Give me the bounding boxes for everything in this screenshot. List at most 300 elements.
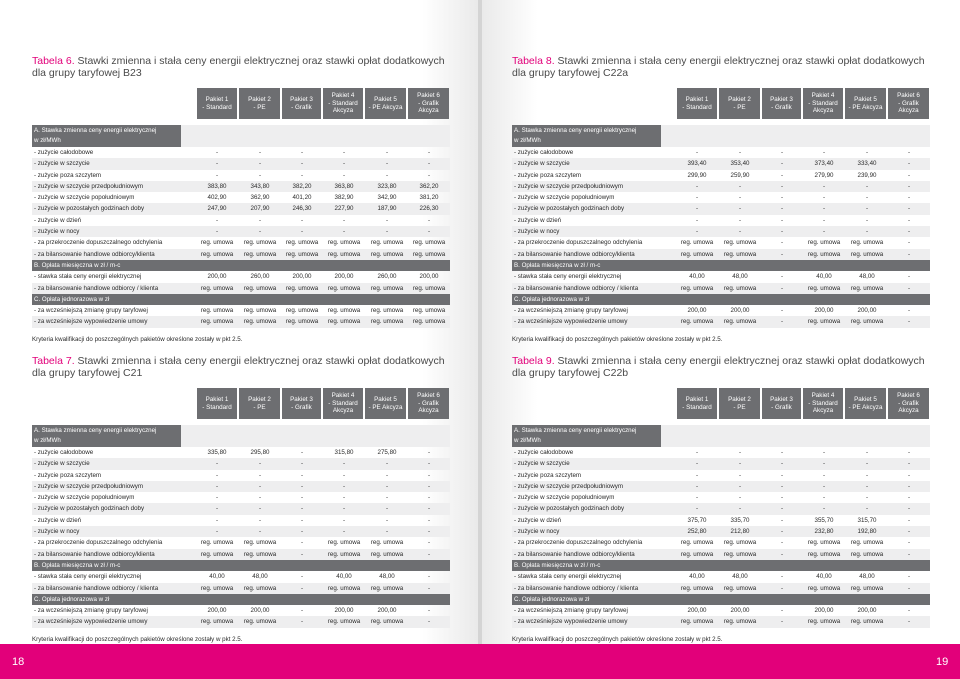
table-cell: - xyxy=(780,194,784,202)
table-cell: 200,00 xyxy=(334,273,354,281)
row-label: - za bilansowanie handlowe odbiorcy/klienta xyxy=(34,550,155,558)
table-cell: - xyxy=(342,460,346,468)
table-cell: reg. umowa xyxy=(285,307,319,315)
table-cell: 40,00 xyxy=(816,573,832,581)
table-cell: - xyxy=(907,239,911,247)
table-cell: reg. umowa xyxy=(243,318,277,326)
table-cell: - xyxy=(780,171,784,179)
table-cell: - xyxy=(258,494,262,502)
table-cell: - xyxy=(780,516,784,524)
row-label: - zużycie w nocy xyxy=(34,228,80,236)
table-cell: - xyxy=(258,471,262,479)
table-cell: reg. umowa xyxy=(370,239,404,247)
section-header: C. Opłata jednorazowa w zł xyxy=(32,594,450,605)
table-row xyxy=(512,616,930,627)
table-cell: - xyxy=(342,228,346,236)
row-label: - zużycie całodobowe xyxy=(34,449,94,456)
row-label: - za bilansowanie handlowe odbiorcy / klienta xyxy=(514,284,639,292)
table-cell: - xyxy=(385,228,389,236)
table-cell: - xyxy=(695,205,699,213)
table-cell: reg. umowa xyxy=(200,250,234,258)
table-cell: 40,00 xyxy=(689,273,705,281)
section-header-strip xyxy=(512,125,930,147)
table-cell: - xyxy=(865,505,869,513)
table-cell: 48,00 xyxy=(859,273,875,281)
table-cell: - xyxy=(300,539,304,547)
row-label: - za bilansowanie handlowe odbiorcy / klienta xyxy=(514,584,639,592)
row-label: - za wcześniejszą zmianę grupy taryfowej xyxy=(514,607,628,615)
table-cell: 246,30 xyxy=(292,205,312,213)
table-row xyxy=(32,492,450,503)
table-title xyxy=(512,55,930,85)
table-cell: reg. umowa xyxy=(200,539,234,547)
table-cell: reg. umowa xyxy=(850,539,884,547)
table-cell: - xyxy=(907,205,911,213)
table-number: Tabela 7. xyxy=(32,355,75,367)
table-cell: - xyxy=(215,460,219,468)
row-label: - za bilansowanie handlowe odbiorcy/klienta xyxy=(34,250,155,258)
table-cell: - xyxy=(822,228,826,236)
table-cell: reg. umowa xyxy=(243,250,277,258)
table-cell: - xyxy=(300,528,304,536)
column-header: Pakiet 4 - Standard Akcyza xyxy=(803,88,843,119)
page-spine xyxy=(478,0,482,679)
table-cell: reg. umowa xyxy=(807,539,841,547)
table-cell: reg. umowa xyxy=(807,550,841,558)
table-cell: - xyxy=(342,216,346,224)
table-cell: - xyxy=(427,550,431,558)
table-footnote: Kryteria kwalifikacji do poszczególnych pakietów określone zostały w pkt 2.5. xyxy=(32,635,243,643)
table-cell: - xyxy=(780,471,784,479)
table-cell: 200,00 xyxy=(377,607,397,615)
table-cell: 299,90 xyxy=(687,171,707,179)
table-row xyxy=(32,237,450,248)
table-cell: reg. umowa xyxy=(200,307,234,315)
table-header-row xyxy=(32,88,450,119)
table-cell: - xyxy=(907,584,911,592)
footer-bar xyxy=(0,644,960,679)
table-cell: - xyxy=(695,482,699,490)
table-cell: 207,90 xyxy=(250,205,270,213)
table-cell: - xyxy=(342,471,346,479)
column-header: Pakiet 6 - Grafik Akcyza xyxy=(408,388,449,419)
table-row xyxy=(32,503,450,514)
table-9-block xyxy=(512,355,930,643)
column-header: Pakiet 3 - Grafik xyxy=(762,388,801,419)
table-cell: 382,20 xyxy=(292,182,312,190)
table-cell: - xyxy=(907,273,911,281)
table-cell: 335,70 xyxy=(730,516,750,524)
table-cell: reg. umowa xyxy=(723,239,757,247)
table-row xyxy=(32,616,450,627)
table-row xyxy=(32,249,450,260)
row-label: - stawka stała ceny energii elektrycznej xyxy=(514,573,622,581)
table-cell: reg. umowa xyxy=(807,284,841,292)
table-cell: - xyxy=(300,471,304,479)
table-cell: reg. umowa xyxy=(243,584,277,592)
table-cell: 200,00 xyxy=(857,607,877,615)
table-cell: reg. umowa xyxy=(723,618,757,626)
table-cell: - xyxy=(822,149,826,156)
table-cell: - xyxy=(427,618,431,626)
table-cell: - xyxy=(738,482,742,490)
table-cell: - xyxy=(427,494,431,502)
table-cell: reg. umowa xyxy=(370,550,404,558)
table-cell: - xyxy=(907,250,911,258)
table-cell: reg. umowa xyxy=(680,239,714,247)
table-cell: - xyxy=(907,516,911,524)
table-cell: - xyxy=(342,528,346,536)
table-row xyxy=(32,192,450,203)
row-label: - zużycie w szczycie przedpołudniowym xyxy=(34,182,144,190)
row-label: - zużycie w szczycie xyxy=(34,460,90,468)
table-row xyxy=(512,605,930,616)
page-number-left: 18 xyxy=(12,656,25,668)
table-cell: reg. umowa xyxy=(285,250,319,258)
table-cell: - xyxy=(780,318,784,326)
table-cell: - xyxy=(738,182,742,190)
table-cell: - xyxy=(780,216,784,224)
table-cell: - xyxy=(780,494,784,502)
table-cell: - xyxy=(822,482,826,490)
table-cell: - xyxy=(300,228,304,236)
table-cell: reg. umowa xyxy=(807,584,841,592)
table-cell: - xyxy=(780,449,784,456)
table-row xyxy=(32,537,450,548)
table-row xyxy=(512,271,930,282)
table-cell: - xyxy=(822,205,826,213)
table-cell: 373,40 xyxy=(814,160,834,168)
section-header-fill xyxy=(181,425,450,447)
table-8-block xyxy=(512,55,930,343)
table-row xyxy=(512,447,930,458)
table-cell: - xyxy=(427,539,431,547)
table-cell: reg. umowa xyxy=(200,318,234,326)
table-cell: - xyxy=(780,160,784,168)
row-label: - za wcześniejszą zmianę grupy taryfowej xyxy=(514,307,628,315)
row-label: - stawka stała ceny energii elektrycznej xyxy=(514,273,622,281)
page-number-right: 19 xyxy=(936,656,949,668)
table-cell: - xyxy=(215,505,219,513)
table-cell: reg. umowa xyxy=(370,307,404,315)
table-cell: 48,00 xyxy=(379,573,395,581)
table-row xyxy=(512,515,930,526)
table-cell: - xyxy=(738,460,742,468)
table-row xyxy=(512,226,930,237)
table-cell: 227,90 xyxy=(334,205,354,213)
table-cell: - xyxy=(780,607,784,615)
table-cell: - xyxy=(300,550,304,558)
table-row xyxy=(32,481,450,492)
table-cell: 40,00 xyxy=(689,573,705,581)
table-cell: reg. umowa xyxy=(723,284,757,292)
table-cell: - xyxy=(907,528,911,536)
table-cell: - xyxy=(427,228,431,236)
section-header-strip xyxy=(32,425,450,447)
table-cell: reg. umowa xyxy=(850,618,884,626)
section-header-fill xyxy=(181,125,450,147)
row-label: - zużycie poza szczytem xyxy=(34,471,102,479)
table-cell: reg. umowa xyxy=(680,584,714,592)
column-header: Pakiet 2 - PE xyxy=(239,88,280,119)
table-cell: - xyxy=(822,460,826,468)
table-cell: reg. umowa xyxy=(243,539,277,547)
table-cell: - xyxy=(907,460,911,468)
table-title-line2: dla grupy taryfowej C21 xyxy=(32,367,143,379)
table-cell: 259,90 xyxy=(730,171,750,179)
row-label: - za bilansowanie handlowe odbiorcy / klienta xyxy=(34,584,159,592)
table-row xyxy=(32,458,450,469)
table-cell: - xyxy=(695,494,699,502)
row-label: - zużycie w pozostałych godzinach doby xyxy=(514,505,625,513)
column-header: Pakiet 6 - Grafik Akcyza xyxy=(888,88,929,119)
table-cell: 252,80 xyxy=(687,528,707,536)
table-cell: - xyxy=(695,149,699,156)
table-cell: reg. umowa xyxy=(723,318,757,326)
row-label: - zużycie w pozostałych godzinach doby xyxy=(514,205,625,213)
table-cell: - xyxy=(342,149,346,156)
table-row xyxy=(32,283,450,294)
table-cell: - xyxy=(780,307,784,315)
table-cell: 353,40 xyxy=(730,160,750,168)
table-cell: - xyxy=(427,449,431,456)
table-row xyxy=(512,158,930,169)
column-header: Pakiet 1 - Standard xyxy=(677,88,717,119)
table-row xyxy=(32,147,450,158)
table-row xyxy=(512,237,930,248)
table-title-line2: dla grupy taryfowej B23 xyxy=(32,67,142,79)
table-cell: - xyxy=(865,494,869,502)
table-cell: reg. umowa xyxy=(200,618,234,626)
row-label: - za wcześniejsze wypowiedzenie umowy xyxy=(514,318,628,326)
table-cell: - xyxy=(780,505,784,513)
table-title xyxy=(32,55,450,85)
row-label: - za przekroczenie dopuszczalnego odchylenia xyxy=(514,239,643,247)
column-header: Pakiet 1 - Standard xyxy=(197,388,237,419)
table-title-line1: Stawki zmienna i stała ceny energii elektrycznej oraz stawki opłat dodatkowych xyxy=(77,55,445,67)
table-cell: - xyxy=(300,584,304,592)
table-cell: reg. umowa xyxy=(412,318,446,326)
table-cell: - xyxy=(907,182,911,190)
table-cell: - xyxy=(427,171,431,179)
section-header: C. Opłata jednorazowa w zł xyxy=(512,294,930,305)
table-row xyxy=(32,583,450,594)
table-cell: - xyxy=(427,528,431,536)
table-row xyxy=(32,316,450,327)
table-cell: - xyxy=(822,194,826,202)
table-cell: 200,00 xyxy=(334,607,354,615)
table-cell: 381,20 xyxy=(419,194,439,202)
table-cell: 200,00 xyxy=(814,607,834,615)
column-header: Pakiet 6 - Grafik Akcyza xyxy=(888,388,929,419)
table-cell: reg. umowa xyxy=(243,284,277,292)
table-cell: 323,80 xyxy=(377,182,397,190)
table-cell: reg. umowa xyxy=(200,550,234,558)
section-header: B. Opłata miesięczna w zł / m-c xyxy=(512,260,930,271)
table-cell: 200,00 xyxy=(814,307,834,315)
table-row xyxy=(32,526,450,537)
column-header: Pakiet 2 - PE xyxy=(719,388,760,419)
table-row xyxy=(32,447,450,458)
table-cell: - xyxy=(865,449,869,456)
table-cell: - xyxy=(427,573,431,581)
table-cell: - xyxy=(907,482,911,490)
column-header: Pakiet 1 - Standard xyxy=(197,88,237,119)
table-cell: - xyxy=(215,216,219,224)
table-cell: 333,40 xyxy=(857,160,877,168)
table-cell: - xyxy=(385,494,389,502)
table-number: Tabela 8. xyxy=(512,55,555,67)
table-cell: reg. umowa xyxy=(723,539,757,547)
table-cell: - xyxy=(780,273,784,281)
table-cell: 335,80 xyxy=(207,449,227,456)
table-cell: reg. umowa xyxy=(807,618,841,626)
table-row xyxy=(512,492,930,503)
table-cell: - xyxy=(427,584,431,592)
table-cell: 192,80 xyxy=(857,528,877,536)
row-label: - za bilansowanie handlowe odbiorcy/klienta xyxy=(514,250,635,258)
table-cell: reg. umowa xyxy=(200,584,234,592)
table-cell: - xyxy=(385,471,389,479)
column-header: Pakiet 3 - Grafik xyxy=(282,88,321,119)
table-cell: reg. umowa xyxy=(680,550,714,558)
table-cell: - xyxy=(822,449,826,456)
table-cell: - xyxy=(695,194,699,202)
table-cell: - xyxy=(738,216,742,224)
table-cell: - xyxy=(738,494,742,502)
table-cell: - xyxy=(300,607,304,615)
table-cell: - xyxy=(385,460,389,468)
table-cell: - xyxy=(822,505,826,513)
table-6-block xyxy=(32,55,450,343)
table-header-row xyxy=(512,388,930,419)
table-cell: - xyxy=(215,482,219,490)
row-label: - za przekroczenie dopuszczalnego odchylenia xyxy=(34,539,163,547)
section-header: C. Opłata jednorazowa w zł xyxy=(32,294,450,305)
table-cell: reg. umowa xyxy=(680,318,714,326)
table-cell: - xyxy=(385,516,389,524)
table-cell: - xyxy=(215,171,219,179)
table-cell: - xyxy=(385,149,389,156)
table-row xyxy=(32,203,450,214)
table-cell: reg. umowa xyxy=(327,318,361,326)
table-cell: - xyxy=(738,505,742,513)
table-row xyxy=(32,170,450,181)
table-cell: 375,70 xyxy=(687,516,707,524)
table-cell: - xyxy=(907,550,911,558)
table-header-row xyxy=(32,388,450,419)
table-title-line2: dla grupy taryfowej C22a xyxy=(512,67,629,79)
row-label: - zużycie w szczycie popołudniowym xyxy=(514,194,615,202)
table-footnote: Kryteria kwalifikacji do poszczególnych pakietów określone zostały w pkt 2.5. xyxy=(32,335,243,343)
section-header: B. Opłata miesięczna w zł / m-c xyxy=(32,260,450,271)
table-cell: - xyxy=(780,573,784,581)
table-cell: - xyxy=(215,228,219,236)
table-cell: - xyxy=(865,205,869,213)
table-cell: 200,00 xyxy=(687,307,707,315)
table-cell: reg. umowa xyxy=(850,318,884,326)
table-cell: - xyxy=(258,160,262,168)
table-row xyxy=(32,305,450,316)
row-label: - stawka stała ceny energii elektrycznej xyxy=(34,573,142,581)
table-cell: - xyxy=(300,460,304,468)
table-cell: reg. umowa xyxy=(327,550,361,558)
table-cell: - xyxy=(342,516,346,524)
table-7-block xyxy=(32,355,450,643)
row-label: - zużycie w szczycie popołudniowym xyxy=(34,494,135,502)
section-header: A. Stawka zmienna ceny energii elektrycznej w zł/MWh xyxy=(512,125,661,147)
table-cell: 226,30 xyxy=(419,205,439,213)
table-cell: - xyxy=(300,516,304,524)
table-cell: - xyxy=(780,550,784,558)
table-cell: reg. umowa xyxy=(370,539,404,547)
table-cell: - xyxy=(258,228,262,236)
row-label: - za wcześniejszą zmianę grupy taryfowej xyxy=(34,307,148,315)
table-cell: reg. umowa xyxy=(370,250,404,258)
column-header: Pakiet 4 - Standard Akcyza xyxy=(323,388,363,419)
table-cell: reg. umowa xyxy=(370,284,404,292)
table-cell: - xyxy=(907,149,911,156)
table-cell: - xyxy=(865,482,869,490)
table-cell: 200,00 xyxy=(730,307,750,315)
table-cell: 48,00 xyxy=(252,573,268,581)
table-cell: 40,00 xyxy=(209,573,225,581)
table-cell: - xyxy=(427,216,431,224)
table-cell: - xyxy=(780,239,784,247)
table-row xyxy=(512,481,930,492)
table-cell: 402,90 xyxy=(207,194,227,202)
table-cell: 200,00 xyxy=(419,273,439,281)
table-cell: - xyxy=(385,160,389,168)
table-cell: - xyxy=(300,171,304,179)
table-cell: 260,00 xyxy=(377,273,397,281)
row-label: - zużycie w dzień xyxy=(514,216,562,224)
table-row xyxy=(512,170,930,181)
table-cell: - xyxy=(907,449,911,456)
table-cell: - xyxy=(300,618,304,626)
table-row xyxy=(512,192,930,203)
table-cell: reg. umowa xyxy=(243,550,277,558)
table-cell: - xyxy=(780,250,784,258)
table-row xyxy=(512,215,930,226)
table-cell: - xyxy=(865,471,869,479)
table-cell: reg. umowa xyxy=(285,284,319,292)
table-cell: 40,00 xyxy=(336,573,352,581)
table-cell: 200,00 xyxy=(250,607,270,615)
table-cell: 200,00 xyxy=(857,307,877,315)
row-label: - za przekroczenie dopuszczalnego odchylenia xyxy=(514,539,643,547)
table-cell: - xyxy=(907,171,911,179)
table-cell: reg. umowa xyxy=(370,618,404,626)
table-cell: 200,00 xyxy=(207,273,227,281)
table-cell: - xyxy=(907,307,911,315)
table-cell: - xyxy=(907,160,911,168)
table-cell: - xyxy=(738,228,742,236)
table-cell: - xyxy=(342,160,346,168)
table-cell: - xyxy=(695,460,699,468)
section-header-strip xyxy=(512,425,930,447)
table-title-line1: Stawki zmienna i stała ceny energii elektrycznej oraz stawki opłat dodatkowych xyxy=(557,355,925,367)
table-cell: 342,90 xyxy=(377,194,397,202)
table-cell: reg. umowa xyxy=(680,250,714,258)
table-cell: reg. umowa xyxy=(850,284,884,292)
table-cell: - xyxy=(738,205,742,213)
column-header: Pakiet 2 - PE xyxy=(719,88,760,119)
table-number: Tabela 9. xyxy=(512,355,555,367)
row-label: - zużycie poza szczytem xyxy=(514,471,582,479)
table-cell: reg. umowa xyxy=(412,307,446,315)
table-cell: - xyxy=(215,528,219,536)
